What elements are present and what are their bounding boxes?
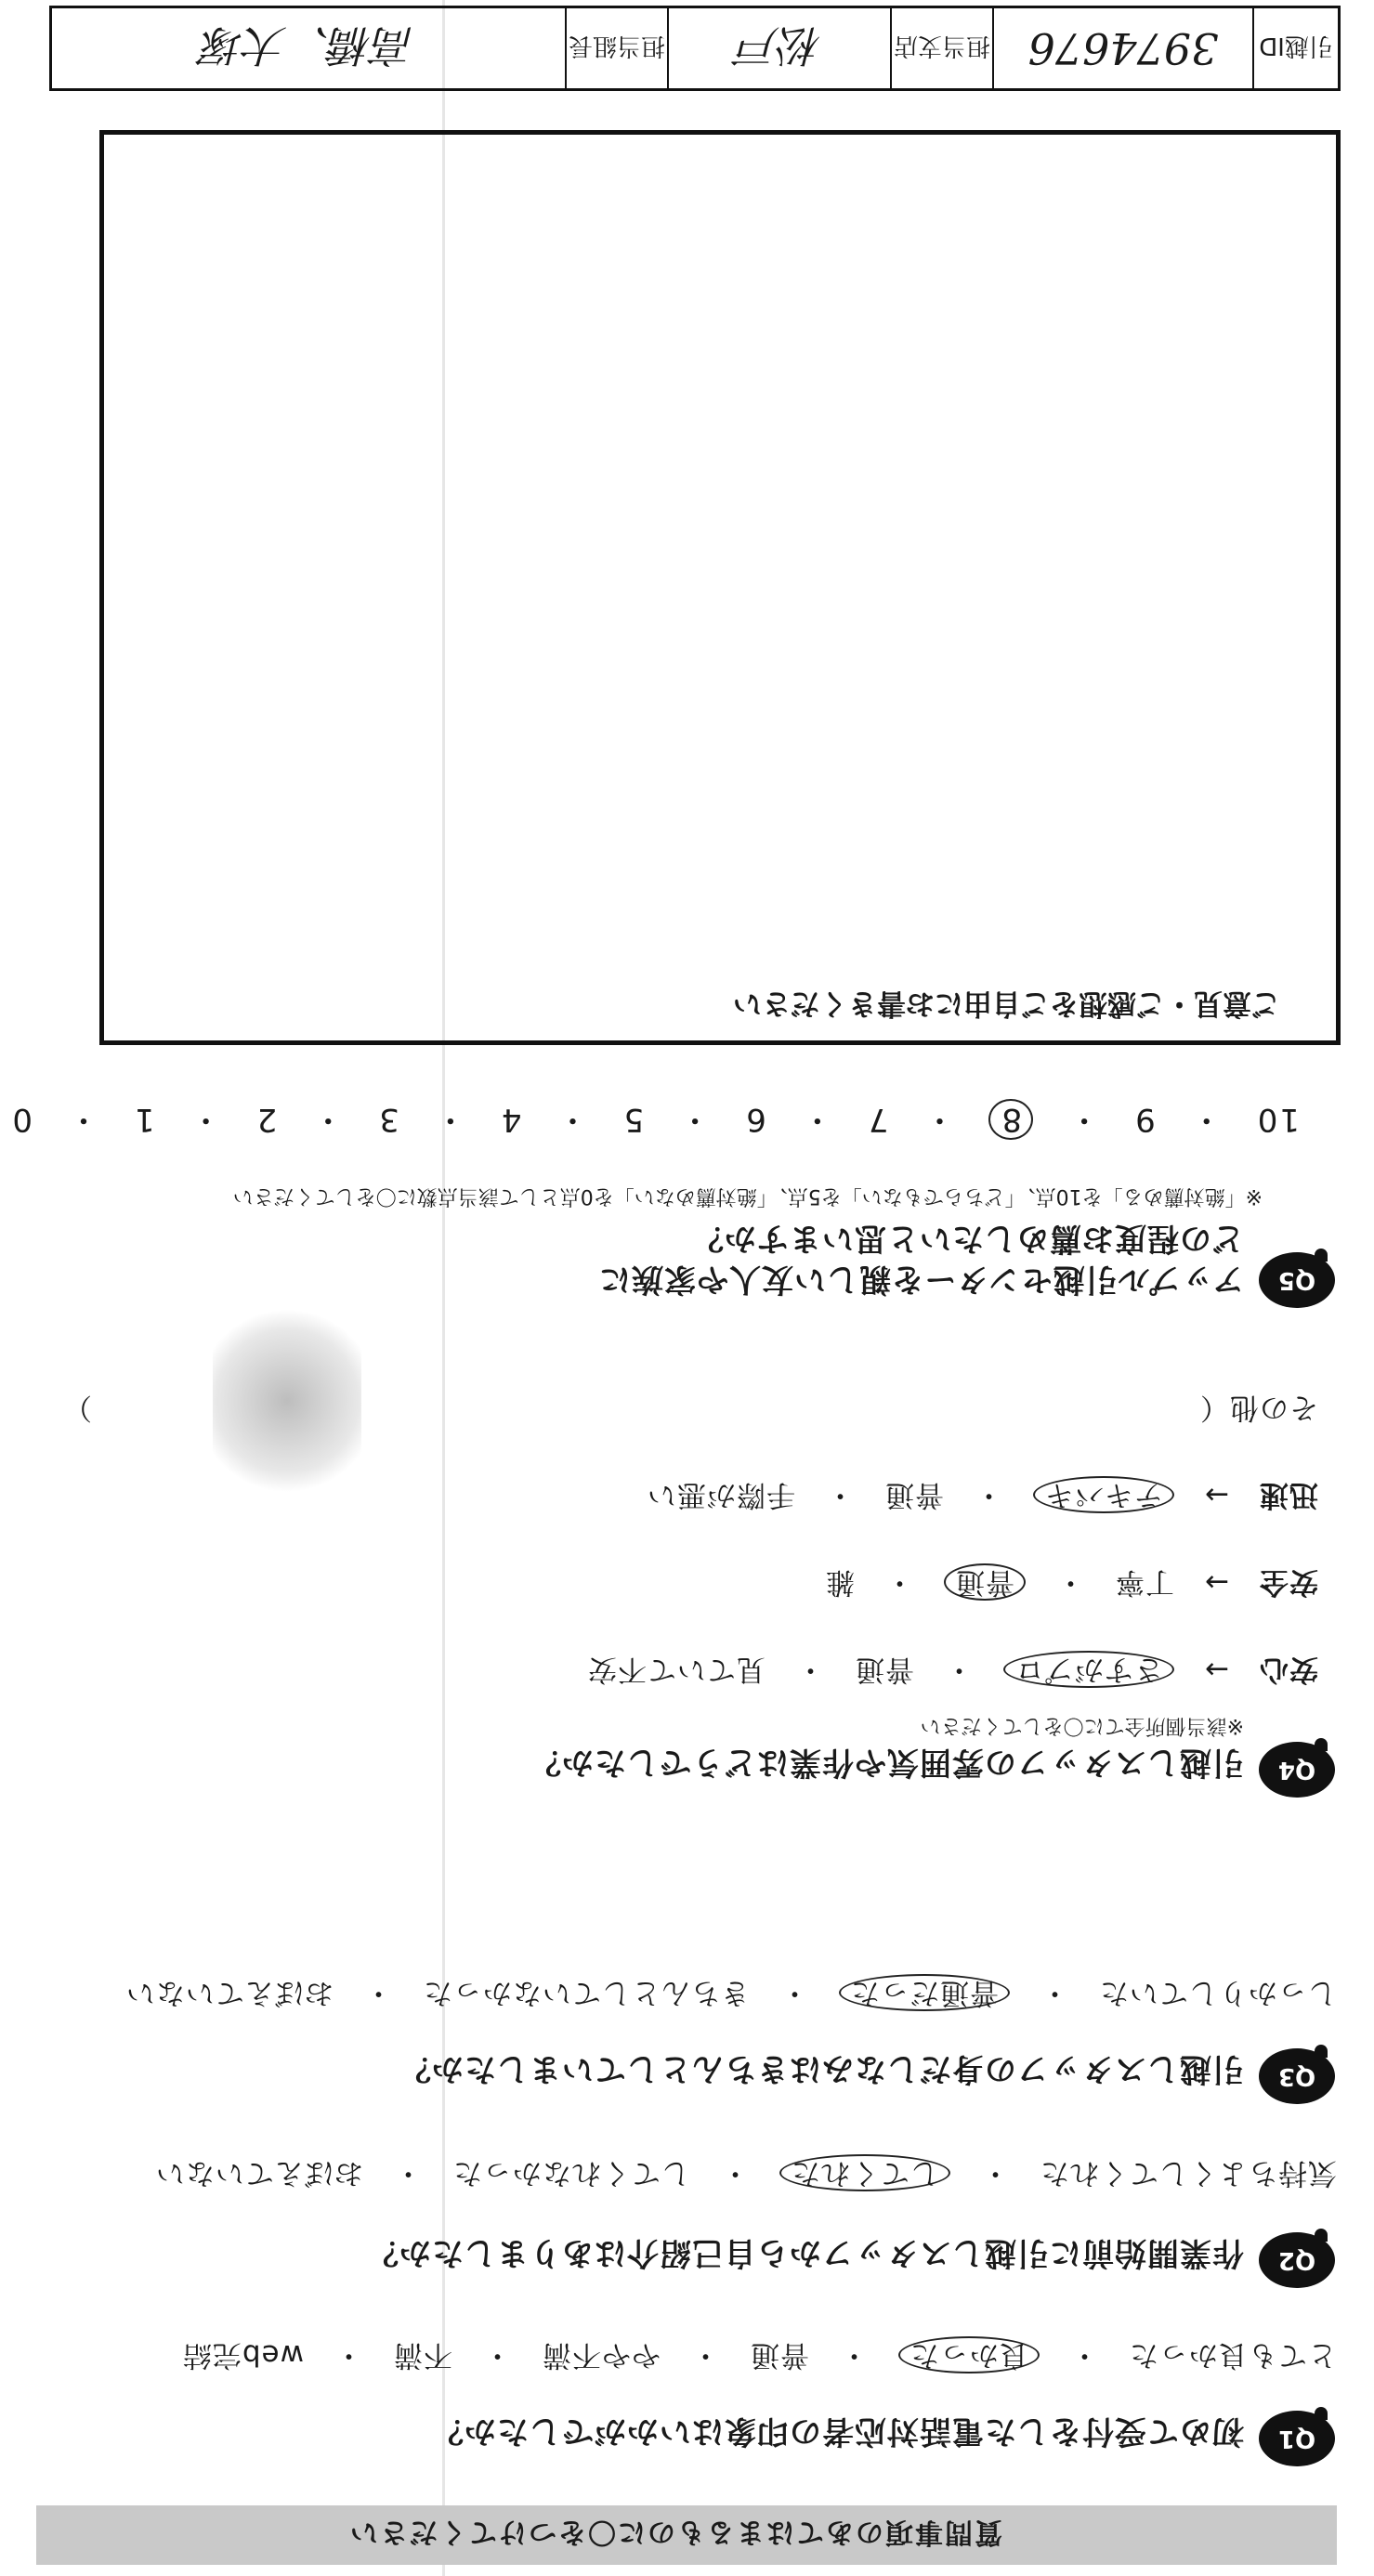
scale-point[interactable]: 2 — [255, 1101, 278, 1138]
q2-option[interactable]: おぼえていない — [155, 2156, 363, 2190]
scale-point[interactable]: 10 — [1255, 1101, 1300, 1138]
q2-options: 気持ちよくしてくれた ・ してくれた ・ してくれなかった ・ おぼえていない — [155, 2156, 1337, 2190]
id-value: 3974676 — [992, 8, 1252, 88]
scale-point[interactable]: 5 — [622, 1101, 645, 1138]
q1-option[interactable]: web完結 — [181, 2338, 304, 2372]
q4-row-label: 安心 — [1259, 1653, 1318, 1686]
q4-note: ※該当個所全てに〇をしてください — [920, 1714, 1244, 1737]
q3-option-selected[interactable]: 普通だった — [839, 1974, 1010, 2011]
q4-option[interactable]: 手際が悪い — [647, 1478, 796, 1511]
scale-point[interactable]: 4 — [499, 1101, 522, 1138]
q4-row-label: 迅速 — [1259, 1478, 1318, 1511]
staff-label: 担当組長 — [565, 8, 667, 88]
q1-option[interactable]: やや不満 — [542, 2338, 661, 2372]
q3-option[interactable]: しっかりしていた — [1099, 1976, 1337, 2009]
scale-point[interactable]: 6 — [744, 1101, 766, 1138]
q4-option[interactable]: 雑 — [825, 1565, 856, 1599]
q4-row-jinsoku: 迅速 → テキパキ ・ 普通 ・ 手際が悪い — [647, 1478, 1318, 1511]
q2-option[interactable]: してくれなかった — [452, 2156, 690, 2190]
scale-point[interactable]: 3 — [377, 1101, 399, 1138]
q4-row-label: 安全 — [1259, 1565, 1318, 1599]
q5-scale: 10 ・ 9 ・ 8 ・ 7 ・ 6 ・ 5 ・ 4 ・ 3 ・ 2 ・ 1 ・ 0 — [10, 1101, 1300, 1138]
q2-option[interactable]: 気持ちよくしてくれた — [1040, 2156, 1337, 2190]
q2-badge — [1259, 2232, 1335, 2288]
q5-note: ※「絶対薦める」を10点、「どちらでもない」を5点、「絶対薦めない」を0点として該当点数に〇をしてください — [232, 1184, 1263, 1208]
q1-option-selected[interactable]: 良かった — [898, 2336, 1040, 2373]
scale-point[interactable]: 7 — [866, 1101, 889, 1138]
q4-badge-label: Q4 — [1277, 1756, 1316, 1784]
scale-point[interactable]: 0 — [10, 1101, 33, 1138]
q1-options: とても良かった ・ 良かった ・ 普通 ・ やや不満 ・ 不満 ・ web完結 — [181, 2338, 1337, 2372]
q5-badge — [1259, 1252, 1335, 1308]
q1-option[interactable]: 不満 — [393, 2338, 452, 2372]
comment-prompt: ご意見・ご感想をご自由にお書きください — [733, 987, 1280, 1020]
q4-option[interactable]: 普通 — [884, 1478, 945, 1511]
q5-badge-label: Q5 — [1277, 1266, 1316, 1294]
q2-question: 作業開始前に引越しスタッフから自己紹介はありましたか？ — [366, 2234, 1244, 2271]
q3-badge-label: Q3 — [1277, 2062, 1316, 2090]
branch-label: 担当支店 — [890, 8, 992, 88]
q1-option[interactable]: とても良かった — [1129, 2338, 1337, 2372]
q5-question-line1: アップル引越センターを親しい友人や家族に — [598, 1261, 1244, 1298]
q4-option[interactable]: 普通 — [855, 1653, 915, 1686]
q1-question: 初めて受付をした電話対応者の印象はいかがでしたか？ — [431, 2413, 1244, 2450]
q2-option-selected[interactable]: してくれた — [779, 2154, 950, 2191]
id-table — [49, 6, 1341, 91]
scale-point[interactable]: 1 — [132, 1101, 155, 1138]
comment-box[interactable] — [99, 130, 1341, 1045]
q3-question: 引越しスタッフの身だしなみはきちんとしていましたか？ — [399, 2050, 1244, 2087]
scale-point-selected[interactable]: 8 — [988, 1099, 1033, 1140]
branch-value: 松戸 — [667, 8, 890, 88]
q1-badge — [1259, 2411, 1335, 2466]
scale-point[interactable]: 9 — [1133, 1101, 1156, 1138]
instruction-text: 質問事項のあてはまるものに〇をつけてください — [348, 2516, 1002, 2548]
scan-smudge — [213, 1294, 361, 1508]
q3-badge — [1259, 2048, 1335, 2104]
q2-badge-label: Q2 — [1277, 2246, 1316, 2274]
q4-other-row — [1199, 1390, 1318, 1432]
q3-option[interactable]: おぼえていない — [125, 1976, 334, 2009]
q5-question-line2: どの程度お薦めしたいと思いますか？ — [691, 1220, 1244, 1257]
q4-row-anzen: 安全 → 丁寧 ・ 普通 ・ 雑 — [825, 1565, 1318, 1599]
q4-other-label: その他（ — [1199, 1391, 1318, 1424]
q4-row-anshin: 安心 → さすがプロ ・ 普通 ・ 見ていて不安 — [587, 1653, 1318, 1686]
q4-question: 引越しスタッフの雰囲気や作業はどうでしたか？ — [529, 1744, 1244, 1781]
q3-options: しっかりしていた ・ 普通だった ・ きちんとしていなかった ・ おぼえていない — [125, 1976, 1337, 2009]
q4-option-selected[interactable]: 普通 — [944, 1563, 1026, 1601]
instruction-bar — [36, 2505, 1337, 2565]
q4-badge — [1259, 1742, 1335, 1798]
q1-option[interactable]: 普通 — [750, 2338, 809, 2372]
q4-option[interactable]: 見ていて不安 — [587, 1653, 766, 1686]
id-label: 引越ID — [1252, 8, 1338, 88]
q3-option[interactable]: きちんとしていなかった — [423, 1976, 750, 2009]
q4-option[interactable]: 丁寧 — [1115, 1565, 1175, 1599]
q4-other-close: ） — [62, 1391, 92, 1424]
staff-value: 高橋、大塚 — [202, 20, 415, 71]
q4-option-selected[interactable]: テキパキ — [1033, 1476, 1174, 1513]
q4-option-selected[interactable]: さすがプロ — [1003, 1651, 1174, 1688]
q1-badge-label: Q1 — [1277, 2425, 1316, 2452]
